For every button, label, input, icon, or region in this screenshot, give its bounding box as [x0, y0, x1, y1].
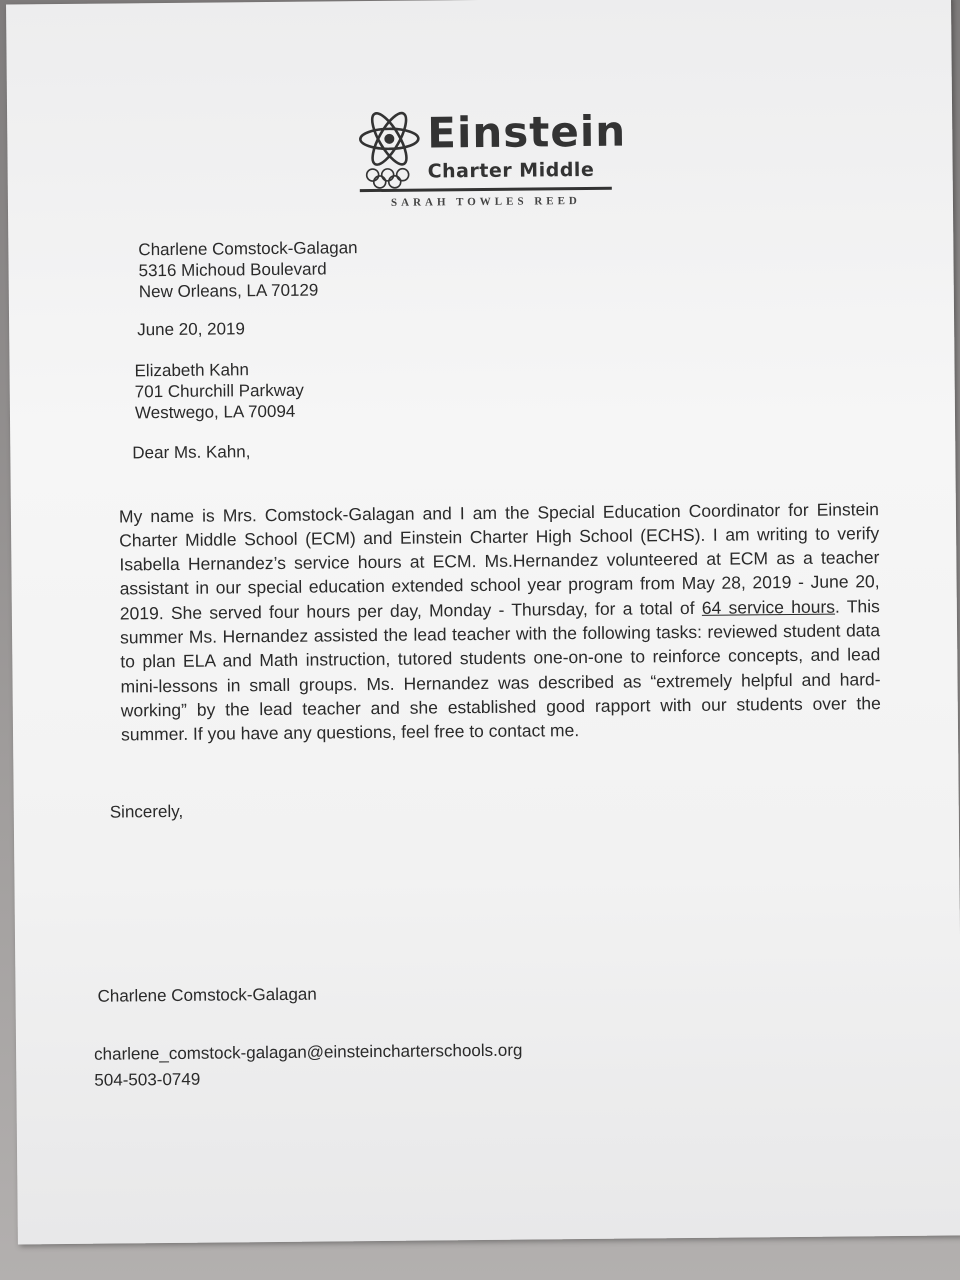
salutation: Dear Ms. Kahn, [132, 442, 251, 463]
sender-name: Charlene Comstock-Galagan [138, 238, 358, 260]
school-logo [357, 106, 627, 218]
logo-school-name: Einstein [427, 106, 627, 158]
sender-city: New Orleans, LA 70129 [138, 280, 319, 302]
letter-body [119, 497, 881, 747]
recipient-address [134, 359, 304, 424]
service-hours: 64 service hours [701, 596, 836, 618]
recipient-street: 701 Churchill Parkway [134, 380, 304, 402]
signature-name: Charlene Comstock-Galagan [97, 984, 317, 1006]
recipient-city: Westwego, LA 70094 [134, 401, 296, 423]
body-text-part-2: . This summer Ms. Hernandez assisted the lead teacher with the following tasks: reviewed student data to plan ELA and Math instruction, tutored students one-on-one to reinforce concepts, and lead mini-lessons in small groups. Ms. Hernandez was described as “extremely helpful and hard-working” by the lead teacher and she established good rapport with our students over the summer. If you have any questions, feel free to contact me. [120, 595, 881, 745]
recipient-name: Elizabeth Kahn [134, 360, 250, 381]
sender-address [138, 237, 358, 302]
letter-page [6, 0, 960, 1244]
contact-email: charlene_comstock-galagan@einsteincharterschools.org [94, 1040, 523, 1064]
sender-street: 5316 Michoud Boulevard [138, 259, 327, 281]
logo-school-subtitle: Charter Middle [427, 158, 595, 183]
letter-date: June 20, 2019 [137, 319, 246, 340]
closing: Sincerely, [109, 801, 184, 822]
body-text-part-1: My name is Mrs. Comstock-Galagan and I am the Special Education Coordinator for Einstein Charter Middle School (ECM) and Einstein Charter High School (ECHS). I am writing to verify Isabella Hernandez’s service hours at ECM. Ms.Hernandez volunteered at ECM as a teacher assistant in our special education extended school year program from May 28, 2019 - June 20, 2019. She served four hours per day, Monday - Thursday, for a total of [118, 498, 880, 624]
logo-campus-name: SARAH TOWLES REED [390, 195, 581, 209]
contact-phone: 504-503-0749 [94, 1069, 201, 1090]
